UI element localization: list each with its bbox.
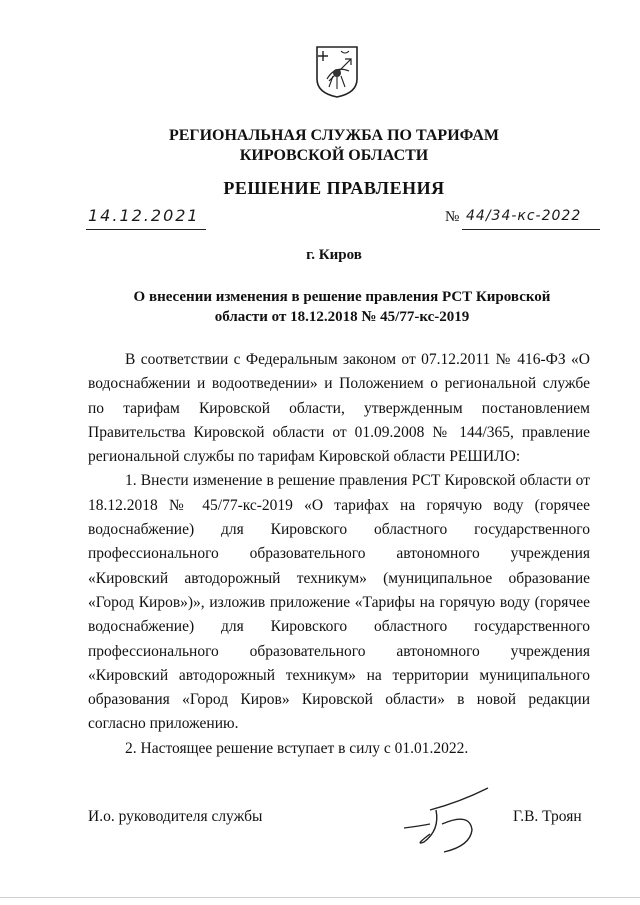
kirov-coat-of-arms-icon [315,45,359,99]
decision-number: 44/34-кс-2022 [466,208,582,224]
document-title: РЕШЕНИЕ ПРАВЛЕНИЯ [223,178,445,198]
date-underline [86,229,206,230]
signatory-name: Г.В. Троян [513,808,582,825]
item-1-paragraph: 1. Внести изменение в решение правления РСТ Кировской области от 18.12.2018 № 45/77-кс-2019 «О тарифах на горячую воду (горячее водоснабжение) для Кировского областного государственного профессионального образовательного автономного учреждения «Кировский автодорожный техникум» (муниципальное образование «Город Киров»)», изложив приложение «Тарифы на горячую воду (горячее водоснабжение) для Кировского областного государственного профессионального образовательного автономного учреждения «Кировский автодорожный техникум» на территории муниципального образования «Город Киров» Кировской области» в новой редакции согласно приложению. [88,472,590,733]
decision-body [88,348,590,761]
city: г. Киров [306,247,362,263]
organization-name-line1: РЕГИОНАЛЬНАЯ СЛУЖБА ПО ТАРИФАМ [168,127,500,144]
page-edge [0,897,640,898]
preamble-paragraph: В соответствии с Федеральным законом от 07.12.2011 № 416-ФЗ «О водоснабжении и водоотведении» и Положением о региональной службе по тарифам Кировской области, утвержденным постановлением Правительства Кировской области от 01.09.2008 № 144/365, правление региональной службы по тарифам Кировской области РЕШИЛО: [88,351,590,466]
item-2-paragraph: 2. Настоящее решение вступает в силу с 01.01.2022. [125,739,469,757]
organization-name-line2: КИРОВСКОЙ ОБЛАСТИ [239,147,429,164]
number-sign: № [445,209,460,225]
decision-date: 14.12.2021 [88,206,200,225]
handwritten-signature [400,780,510,860]
decision-subject: О внесении изменения в решение правления РСТ Кировской области от 18.12.2018 № 45/77-кс-2019 [133,289,551,325]
signatory-position: И.о. руководителя службы [88,808,263,825]
number-underline [462,229,600,230]
